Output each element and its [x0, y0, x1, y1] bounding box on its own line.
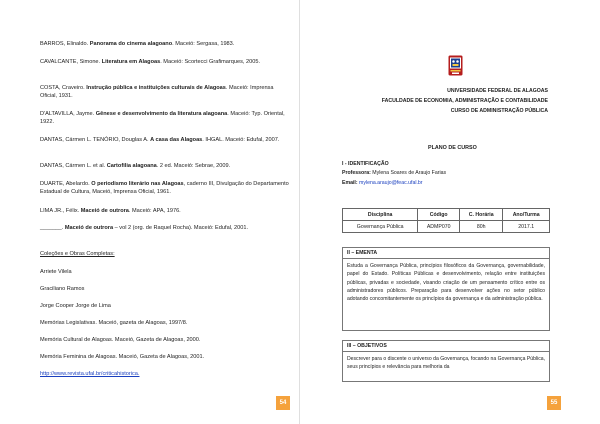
email-label: Email:	[342, 180, 358, 186]
professor-label: Professora:	[342, 170, 371, 176]
ementa-section	[342, 247, 550, 331]
email-value[interactable]: mylena.araujo@feac.ufal.br	[357, 180, 423, 186]
reference-item: _______. Maceió de outrora – vol 2 (org. de Raquel Rocha). Maceió: Edufal, 2001.	[40, 225, 249, 231]
reference-item: DANTAS, Cármen L. TENÓRIO, Douglas A. A casa das Alagoas. IHGAL. Maceió: Edufal, 2007.	[40, 137, 280, 143]
faculty-name: FACULDADE DE ECONOMIA, ADMINISTRAÇÃO E CONTABILIDADE	[381, 98, 548, 104]
reference-item: D'ALTAVILLA, Jayme. Gênese e desenvolvimento da literatura alagoana. Maceió: Typ. Oriental, 1922.	[40, 111, 285, 126]
reference-item: DUARTE, Abelardo. O periodismo literário nas Alagoas, caderno III, Divulgação do Departamento Estadual de Cultura, Maceió, Imprensa Oficial, 1961.	[40, 181, 289, 196]
page-number: 54	[276, 396, 290, 410]
table-header-cell: C. Horária	[460, 209, 503, 221]
table-cell: 2017.1	[503, 221, 550, 233]
collection-item: Jorge Cooper Jorge de Lima	[40, 303, 111, 309]
ementa-text: Estuda a Governança Pública, princípios filosóficos da Governança, governabilidade, papel do Estado. Políticas Públicas e desenvolvimento, relação entre instituições públicas, privadas e sociedade, visando criação de um pensamento crítico entre os administradores públicos. Preparação para desenvolver ações no setor público adotando concomitantemente os princípios da governança e da administração pública.	[347, 263, 545, 303]
collection-item: Arriete Vilela	[40, 269, 72, 275]
collection-item: Memória Feminina de Alagoas. Maceió, Gazeta de Alagoas, 2001.	[40, 354, 205, 360]
identification-heading: I - IDENTIFICAÇÃO	[342, 161, 389, 167]
email-line	[342, 179, 423, 187]
document-title: PLANO DE CURSO	[428, 145, 477, 151]
table-row	[343, 221, 550, 233]
professor-name: Mylena Soares de Araujo Farias	[370, 170, 447, 176]
collection-item: Graciliano Ramos	[40, 286, 85, 292]
page-number: 55	[547, 396, 561, 410]
course-table	[342, 208, 550, 233]
institution-name: UNIVERSIDADE FEDERAL DE ALAGOAS	[447, 88, 548, 94]
course-name: CURSO DE ADMINISTRAÇÃO PÚBLICA	[450, 108, 548, 114]
right-page	[300, 0, 600, 424]
professor-line	[342, 169, 446, 177]
table-header-row	[343, 209, 550, 221]
table-cell: 80h	[460, 221, 503, 233]
collection-item: Memória Cultural de Alagoas. Maceió, Gazeta de Alagoas, 2000.	[40, 337, 201, 343]
reference-item: LIMA JR., Félix. Maceió de outrora. Maceió: APA, 1976.	[40, 208, 181, 214]
collection-item: Memórias Legislativas. Maceió, gazeta de Alagoas, 1997/8.	[40, 320, 188, 326]
reference-item: CAVALCANTE, Simone. Literatura em Alagoas. Maceió: Scortecci Grafimarques, 2005.	[40, 59, 261, 65]
ementa-heading: II – EMENTA	[343, 248, 549, 259]
reference-item: COSTA, Craveiro. Instrução pública e instituições culturais de Alagoas. Maceió: Imprensa Oficial, 1931.	[40, 85, 274, 100]
objetivos-section	[342, 340, 550, 382]
objetivos-heading: III – OBJETIVOS	[343, 341, 549, 352]
journal-link[interactable]: http://www.revista.ufal.br/criticahistorica.	[40, 371, 140, 377]
table-header-cell: Código	[418, 209, 460, 221]
reference-item: BARROS, Elinaldo. Panorama do cinema alagoano. Maceió: Sergasa, 1983.	[40, 41, 235, 47]
table-header-cell: Disciplina	[343, 209, 418, 221]
reference-item: DANTAS, Cármen L. et al. Cartofilia alagoana. 2 ed. Maceió: Sebrae, 2009.	[40, 163, 231, 169]
table-cell: Governança Pública	[343, 221, 418, 233]
table-cell: ADMP070	[418, 221, 460, 233]
collections-heading: Coleções e Obras Completas:	[40, 251, 115, 257]
table-header-cell: Ano/Turma	[503, 209, 550, 221]
ufal-logo-icon	[448, 55, 463, 76]
objetivos-text: Descrever para o discente o universo da Governança, focando na Governança Pública, seus princípios e relevância para melhoria da	[347, 356, 545, 371]
